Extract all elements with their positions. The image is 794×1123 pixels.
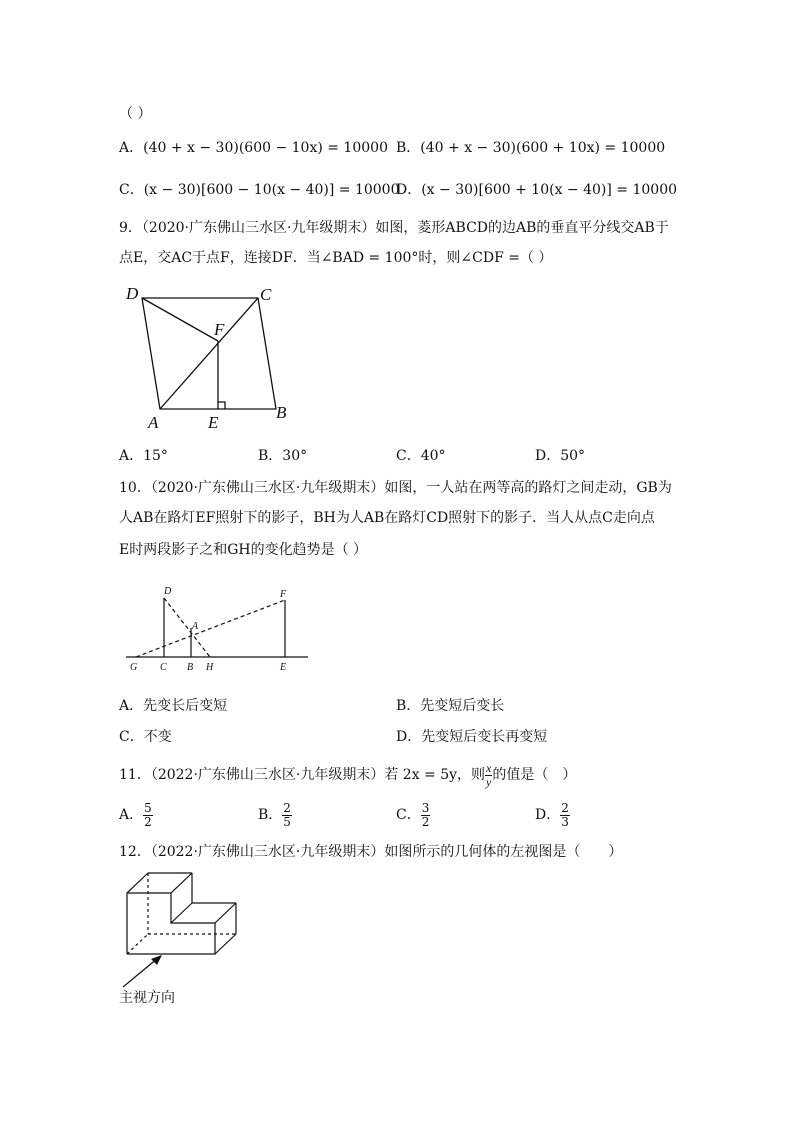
q11-option-c-label: C． <box>396 807 421 823</box>
q10-stem-line3: E时两段影子之和GH的变化趋势是（ ） <box>119 542 368 558</box>
label-e: E <box>208 413 219 432</box>
q8-paren: （ ） <box>119 106 152 122</box>
q11-option-c <box>396 800 430 830</box>
q12-direction-label: 主视方向 <box>119 990 175 1006</box>
q11-option-d-num: 2 <box>561 800 569 815</box>
diagonal-ac <box>160 298 258 409</box>
q11-option-a-num: 5 <box>144 800 152 815</box>
q9-option-b: B．30° <box>258 448 308 464</box>
q11-frac-den: y <box>486 774 492 789</box>
q9-stem-line2: 点E，交AC于点F，连接DF．当∠BAD = 100°时，则∠CDF =（ ） <box>119 250 553 266</box>
label-a: A <box>148 413 159 432</box>
light-ray-f <box>136 600 285 657</box>
q11-option-a-label: A． <box>119 807 144 823</box>
q11-option-b-fraction <box>282 802 292 829</box>
edge-top-left <box>127 873 148 893</box>
q8-option-b: B．(40 + x − 30)(600 + 10x) = 10000 <box>396 140 666 156</box>
q10-stem-line2: 人AB在路灯EF照射下的影子，BH为人AB在路灯CD照射下的影子．当人从点C走向点 <box>119 510 655 526</box>
q10-streetlight-figure <box>118 582 318 672</box>
label-f: F <box>280 589 287 600</box>
q8-option-d: D．(x − 30)[600 + 10(x − 40)] = 10000 <box>396 182 678 198</box>
q11-option-b <box>258 800 292 830</box>
edge-top-right <box>171 873 192 893</box>
label-f: F <box>214 320 225 339</box>
q11-stem <box>119 760 576 790</box>
q11-frac-num: x <box>486 760 492 775</box>
label-b: B <box>276 403 287 422</box>
q11-option-d-fraction <box>560 802 570 829</box>
edge-step-left <box>171 903 192 923</box>
q9-option-c: C．40° <box>396 448 446 464</box>
light-ray-d <box>164 598 210 657</box>
q9-stem-line1: 9．（2020·广东佛山三水区·九年级期末）如图，菱形ABCD的边AB的垂直平分线交AB于 <box>119 220 669 236</box>
q11-option-a-den: 2 <box>144 814 152 829</box>
q11-option-a-fraction <box>143 802 153 829</box>
q10-stem-line1: 10．（2020·广东佛山三水区·九年级期末）如图，一人站在两等高的路灯之间走动，GB为 <box>119 480 672 496</box>
q8-option-a: A．(40 + x − 30)(600 − 10x) = 10000 <box>119 140 388 156</box>
q11-option-d-label: D． <box>535 807 561 823</box>
label-d: D <box>164 586 172 597</box>
label-h: H <box>206 662 214 673</box>
q11-option-b-den: 5 <box>283 814 291 829</box>
q9-option-a: A．15° <box>119 448 168 464</box>
q11-option-a <box>119 800 153 830</box>
q10-option-a: A．先变长后变短 <box>119 698 228 714</box>
label-a: A <box>192 621 199 632</box>
label-g: G <box>130 662 138 673</box>
q10-option-d: D．先变短后变长再变短 <box>396 729 548 745</box>
q11-option-c-den: 2 <box>421 814 430 829</box>
q9-rhombus-figure <box>112 282 302 432</box>
q10-option-b: B．先变短后变长 <box>396 698 505 714</box>
q11-option-b-label: B． <box>258 807 283 823</box>
q11-stem-suffix: 的值是（ ） <box>492 767 577 783</box>
label-c: C <box>260 285 272 304</box>
q11-option-b-num: 2 <box>283 800 291 815</box>
q9-option-d: D．50° <box>535 448 586 464</box>
q12-view-direction-arrow <box>118 954 168 990</box>
q12-solid-figure <box>118 866 258 960</box>
edge-bottom-right <box>215 934 236 954</box>
q11-option-d <box>535 800 570 830</box>
arrow-head <box>151 955 162 965</box>
q10-option-c: C．不变 <box>119 729 172 745</box>
label-b: B <box>187 662 194 673</box>
q11-option-d-den: 3 <box>561 814 569 829</box>
label-d: D <box>126 284 139 303</box>
label-c: C <box>160 662 167 673</box>
label-e: E <box>280 662 287 673</box>
right-angle-mark <box>218 402 225 409</box>
q12-stem: 12．（2022·广东佛山三水区·九年级期末）如图所示的几何体的左视图是（ ） <box>119 844 623 860</box>
arrow-shaft <box>123 958 158 987</box>
front-face <box>127 893 215 954</box>
q11-stem-prefix: 11．（2022·广东佛山三水区·九年级期末）若 2x = 5y，则 <box>119 767 486 783</box>
segment-df <box>142 298 218 341</box>
q11-option-c-fraction <box>421 802 431 829</box>
edge-step-right <box>215 903 236 923</box>
q8-option-c: C．(x − 30)[600 − 10(x − 40)] = 10000 <box>119 182 400 198</box>
q11-option-c-num: 3 <box>421 800 430 815</box>
